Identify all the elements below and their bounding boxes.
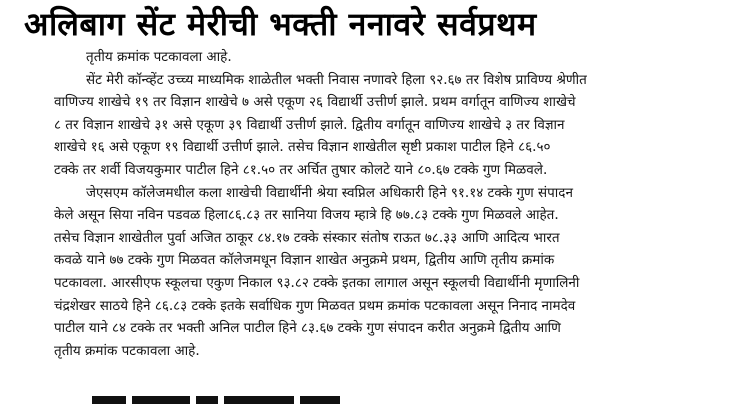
article-line: टक्के तर शर्वी विजयकुमार पाटील हिने ८१.५० तर अर्चित तुषार कोलटे याने ८०.६७ टक्के गुण मिळवले. — [54, 161, 548, 178]
article-line: चंद्रशेखर साठये हिने ८६.८३ टक्के इतके सर्वाधिक गुण मिळवत प्रथम क्रमांक पटकावला असून निनाद नामदेव — [54, 297, 576, 314]
article-line: कवळे याने ७७ टक्के गुण मिळवत कॉलेजमधून विज्ञान शाखेत अनुक्रमे प्रथम, द्वितीय आणि तृतीय क्रमांक — [54, 252, 555, 269]
article-line: केले असून सिया नविन पडवळ हिला८६.८३ तर सानिया विजय म्हात्रे हि ७७.८३ टक्के गुण मिळवले आहेत. — [54, 207, 559, 224]
article-line: सेंट मेरी कॉन्व्हेंट उच्च्य माध्यमिक शाळेतील भक्ती निवास नणावरे हिला ९२.६७ तर विशेष प्राविण्य श्रेणीत — [86, 71, 587, 88]
article-line: तृतीय क्रमांक पटकावला आहे. — [54, 342, 200, 359]
article-body — [54, 46, 744, 362]
next-headline-cutoff — [92, 396, 532, 404]
article-line: जेएसएम कॉलेजमधील कला शाखेची विद्यार्थीनी श्रेया स्वप्निल अधिकारी हिने ९१.१४ टक्के गुण संपादन — [86, 184, 573, 201]
article-headline: अलिबाग सेंट मेरीची भक्ती ननावरे सर्वप्रथम — [24, 5, 537, 43]
article-line: पटकावला. आरसीएफ स्कूलचा एकुण निकाल ९३.८२ टक्के इतका लागाल असून स्कूलची विद्यार्थीनी मृणालिनी — [54, 274, 580, 291]
article-line: तसेच विज्ञान शाखेतील पुर्वा अजित ठाकूर ८४.१७ टक्के संस्कार संतोष राऊत ७८.३३ आणि आदित्य भारत — [54, 229, 560, 246]
article-line: पाटील याने ८४ टक्के तर भक्ती अनिल पाटील हिने ८३.६७ टक्के गुण संपादन करीत अनुक्रमे द्वितीय आणि — [54, 320, 561, 337]
article-line: वाणिज्य शाखेचे १९ तर विज्ञान शाखेचे ७ असे एकूण २६ विद्यार्थी उत्तीर्ण झाले. प्रथम वर्गातून वाणिज्य शाखेचे — [54, 94, 576, 111]
article-line: ८ तर विज्ञान शाखेचे ३१ असे एकूण ३९ विद्यार्थी उत्तीर्ण झाले. द्वितीय वर्गातून वाणिज्य शाखेचे ३ तर विज्ञान — [54, 116, 565, 133]
article-line: शाखेचे १६ असे एकूण १९ विद्यार्थी उत्तीर्ण झाले. तसेच विज्ञान शाखेतील सृष्टी प्रकाश पाटील हिने ८६.५० — [54, 139, 551, 156]
article-line: तृतीय क्रमांक पटकावला आहे. — [86, 49, 232, 65]
